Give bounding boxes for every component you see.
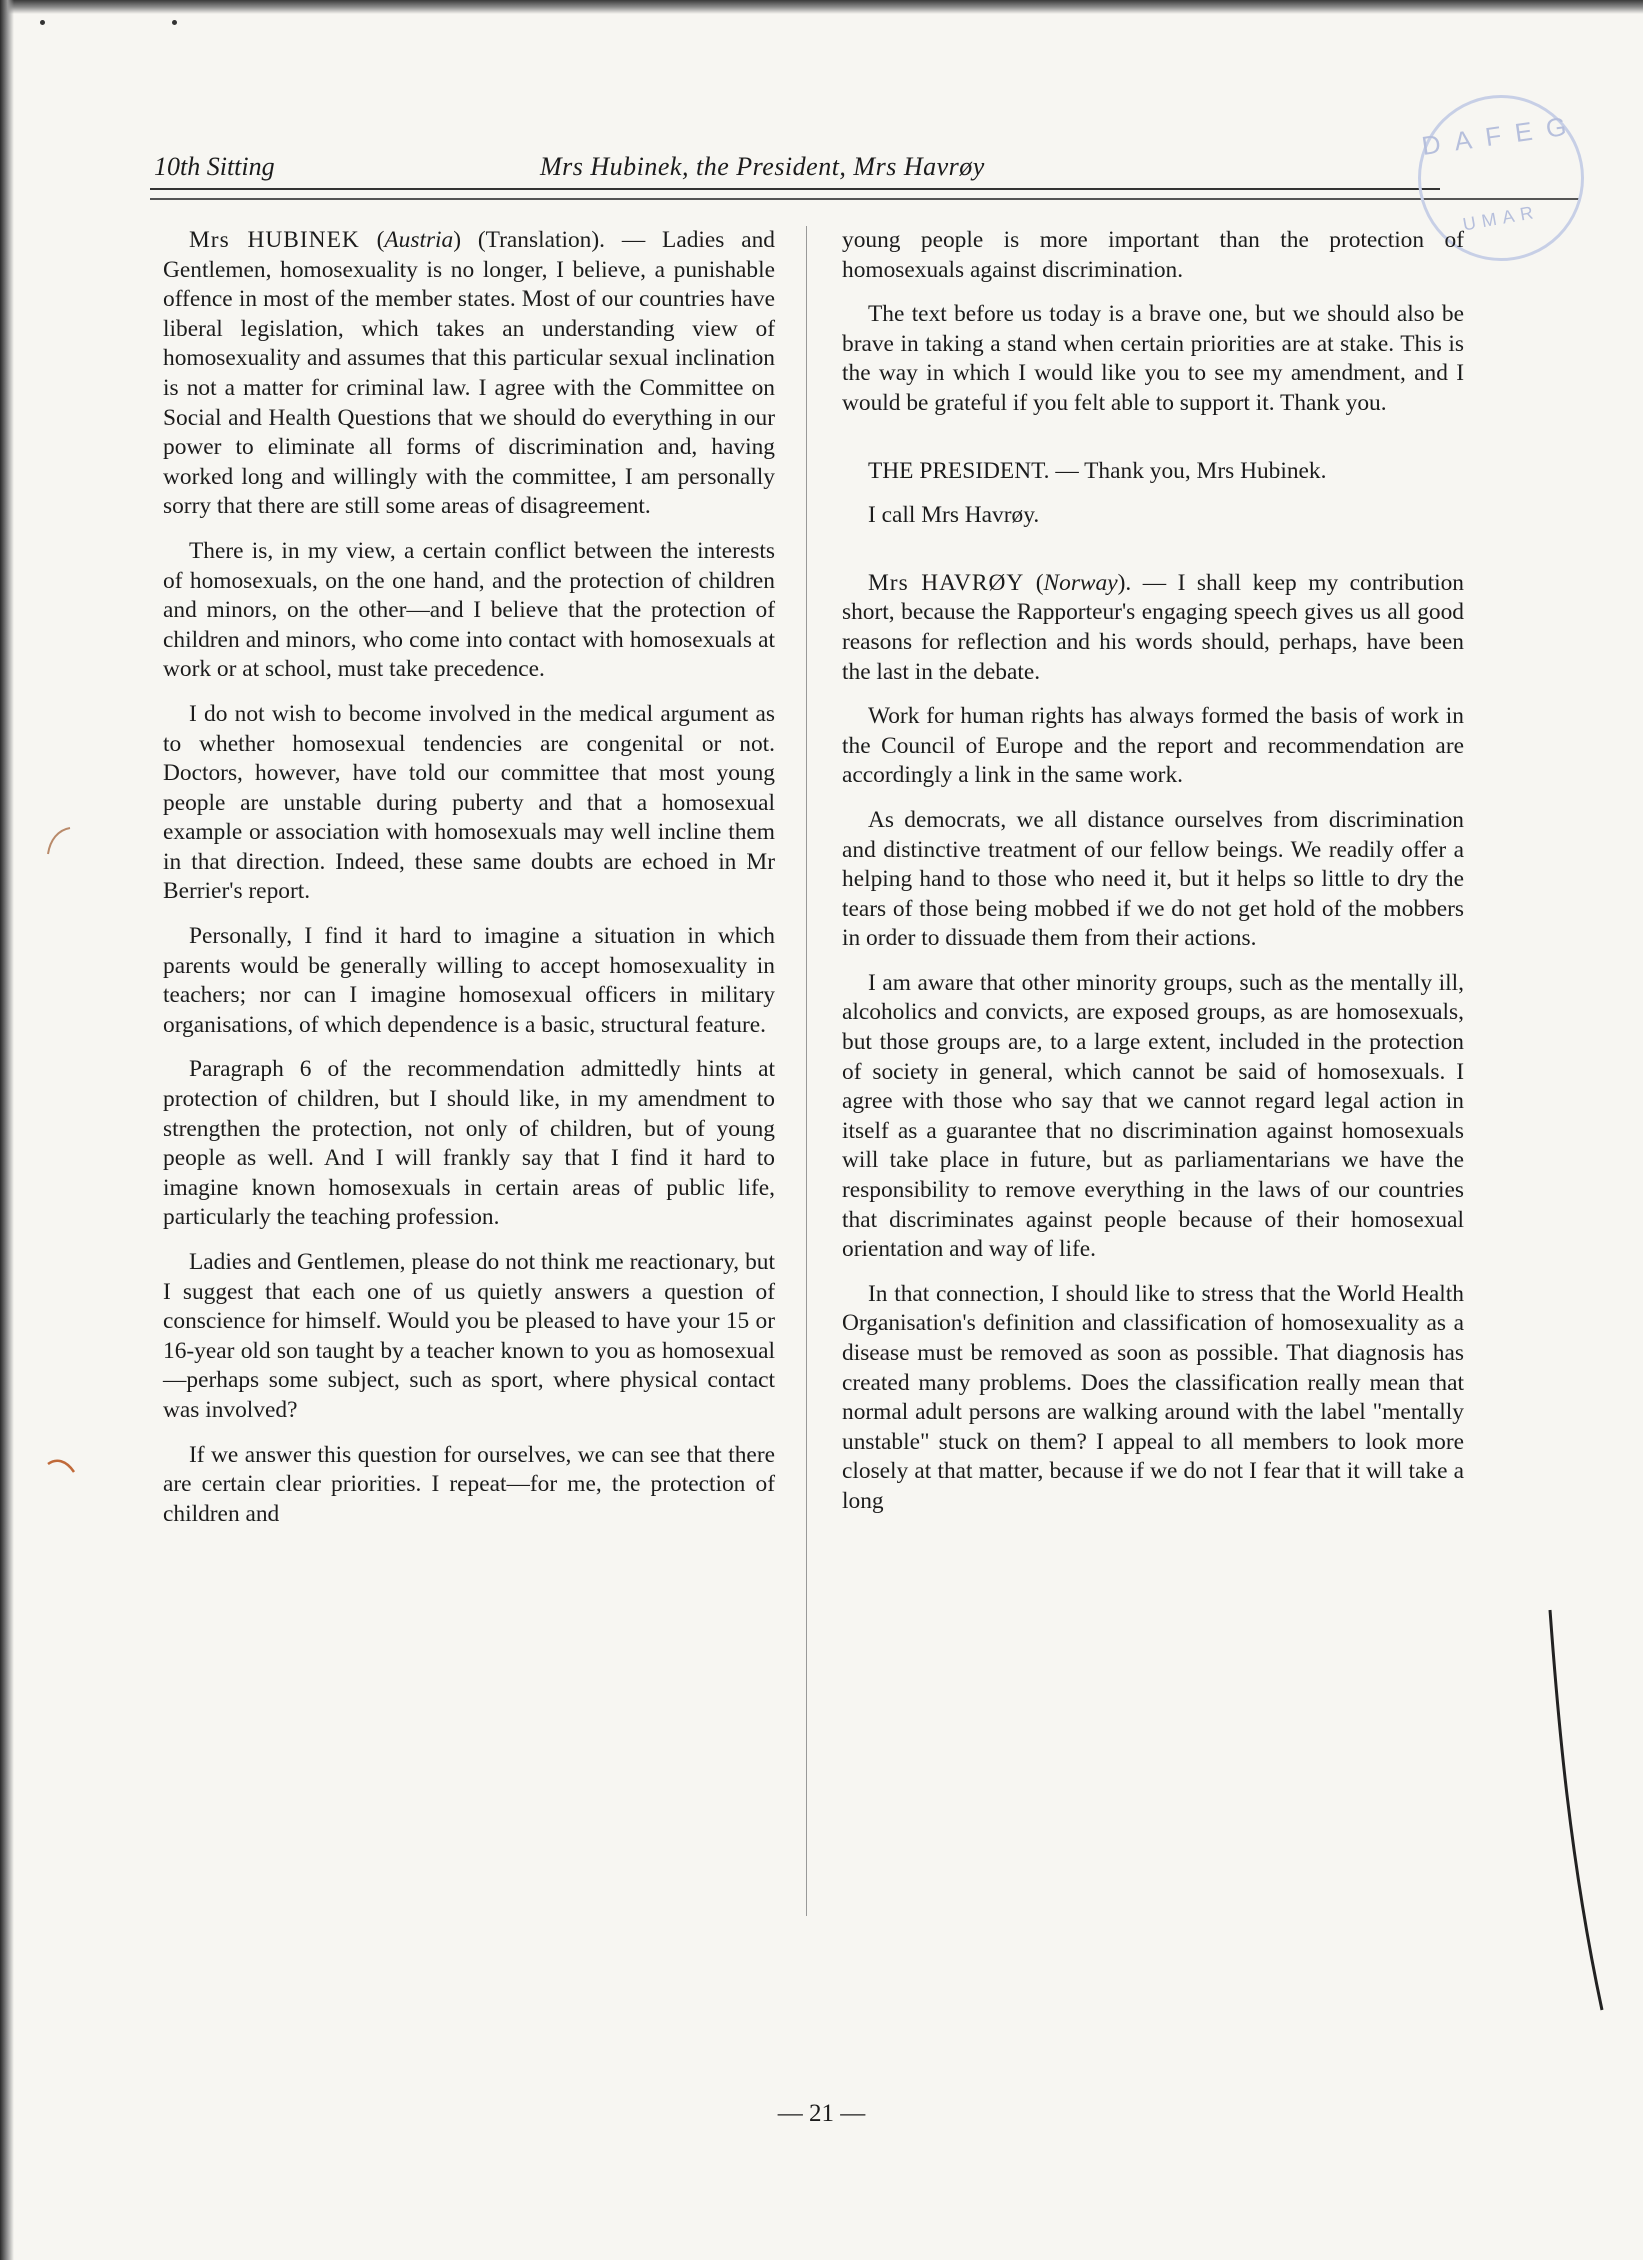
paragraph: The text before us today is a brave one, but we should also be brave in taking a stand when certain priorities are at stake. This is the way in which I would like you to see my amendment, and I would be grateful if you felt able to support it. Thank you. [842, 301, 1464, 416]
margin-annotation-line [1540, 1600, 1620, 2020]
paragraph: Paragraph 6 of the recommendation admittedly hints at protection of children, but I should like, in my amendment to strengthen the protection, not only of children, but of young people as well. And I will frankly say that I find it hard to imagine known homosexuals in certain areas of public life, particularly the teaching profession. [163, 1056, 775, 1231]
paragraph: If we answer this question for ourselves, we can see that there are certain clear priorities. I repeat—for me, the protection of children and [163, 1441, 775, 1527]
paragraph-text: . — I shall keep my contribution short, because the Rapporteur's engaging speech gives us all good reasons for reflection and his words should, perhaps, have been the last in the debate. [842, 569, 1464, 685]
paragraph: In that connection, I should like to stress that the World Health Organisation's definition and classification of homosexuality as a disease must be removed as soon as possible. That diagnosis has created many problems. Does the classification really mean that normal adult persons are walking around with the label "mentally unstable" stuck on them? I appeal to all members to look more closely at that matter, because if we do not I fear that it will take a long [842, 1280, 1464, 1514]
paragraph: young people is more important than the protection of homosexuals against discrimination. [842, 227, 1464, 283]
paragraph: As democrats, we all distance ourselves from discrimination and distinctive treatment of our fellow beings. We readily offer a helping hand to those who need it, but it helps so little to dry the tears of those being mobbed if we do not get hold of the mobbers in order to dissuade them from their actions. [842, 806, 1464, 952]
paragraph: Mrs HUBINEK (Austria) (Translation). — Ladies and Gentlemen, homosexuality is no longer, I believe, a punishable offence in most of the member states. Most of our countries have liberal legislation, which takes an understanding view of homosexuality and assumes that this particular sexual inclination is not a matter for criminal law. I agree with the Committee on Social and Health Questions that we should do everything in our power to eliminate all forms of discrimination and, having worked long and willingly with the committee, I am personally sorry that there are still some areas of disagreement. [163, 227, 775, 520]
margin-tick-mark [42, 1450, 82, 1490]
speaker-name: Mrs HUBINEK [189, 227, 360, 253]
stamp-top-text: DAFEG [1419, 109, 1583, 161]
paragraph: There is, in my view, a certain conflict between the interests of homosexuals, on the one hand, and the protection of children and minors, on the other—and I believe that the protection of children and minors, who come into contact with homosexuals at work or at school, must take precedence. [163, 537, 775, 683]
speaker-country: Norway [1043, 569, 1118, 596]
paragraph: I do not wish to become involved in the medical argument as to whether homosexual tendencies are congenital or not. Doctors, however, have told our committee that most young people are unstable during puberty and that a homosexual example or association with homosexuals may well incline them in that direction. Indeed, these same doubts are echoed in Mr Berrier's report. [163, 700, 775, 905]
scan-speck [172, 20, 177, 25]
stamp-bottom-text: UMAR [1461, 201, 1541, 235]
column-divider [806, 226, 807, 1916]
margin-tick-mark [40, 820, 80, 860]
speaker-country: Austria [384, 227, 454, 253]
speakers-label: Mrs Hubinek, the President, Mrs Havrøy [540, 152, 985, 181]
running-head [150, 148, 1440, 190]
paragraph: I am aware that other minority groups, such as the mentally ill, alcoholics and convicts, are exposed groups, as are homosexuals, but those groups are, to a large extent, included in the protection of society in general, which cannot be said of homosexuals. I agree with those who say that we cannot regard legal action in itself as a guarantee that no discrimination against homosexuals will take place in future, but as parliamentarians we have the responsibility to remove everything in the laws of our countries that discriminates against people because of their homosexual orientation and way of life. [842, 969, 1464, 1263]
sitting-label: 10th Sitting [154, 152, 275, 181]
right-column [842, 226, 1464, 1532]
left-column [163, 226, 775, 1544]
scan-speck [40, 20, 45, 25]
paragraph: THE PRESIDENT. — Thank you, Mrs Hubinek. [868, 457, 1327, 484]
paragraph: I call Mrs Havrøy. [868, 502, 1040, 529]
paragraph: Work for human rights has always formed the basis of work in the Council of Europe and the report and recommendation are accordingly a link in the same work. [842, 703, 1464, 789]
paragraph-text: (Translation). — Ladies and Gentlemen, homosexuality is no longer, I believe, a punishable offence in most of the member states. Most of our countries have liberal legislation, which takes an understanding view of homosexuality and assumes that this particular sexual inclination is not a matter for criminal law. I agree with the Committee on Social and Health Questions that we should do everything in our power to eliminate all forms of discrimination and, having worked long and willingly with the committee, I am personally sorry that there are still some areas of disagreement. [163, 227, 775, 520]
page-number: — 21 — [777, 2100, 866, 2127]
scan-edge-left [0, 0, 14, 2260]
paragraph: Ladies and Gentlemen, please do not think me reactionary, but I suggest that each one of us quietly answers a question of conscience for himself. Would you be pleased to have your 15 or 16-year old son taught by a teacher known to you as homosexual—perhaps some subject, such as sport, where physical contact was involved? [163, 1249, 775, 1423]
speaker-name: Mrs HAVRØY [868, 569, 1025, 596]
paragraph: Mrs HAVRØY (Norway). — I shall keep my contribution short, because the Rapporteur's engaging speech gives us all good reasons for reflection and his words should, perhaps, have been the last in the debate. [842, 569, 1464, 685]
scan-edge-top [0, 0, 1643, 14]
header-rule [150, 198, 1580, 200]
paragraph: Personally, I find it hard to imagine a situation in which parents would be generally willing to accept homosexuality in teachers; nor can I imagine homosexual officers in military organisations, of which dependence is a basic, structural feature. [163, 923, 775, 1038]
